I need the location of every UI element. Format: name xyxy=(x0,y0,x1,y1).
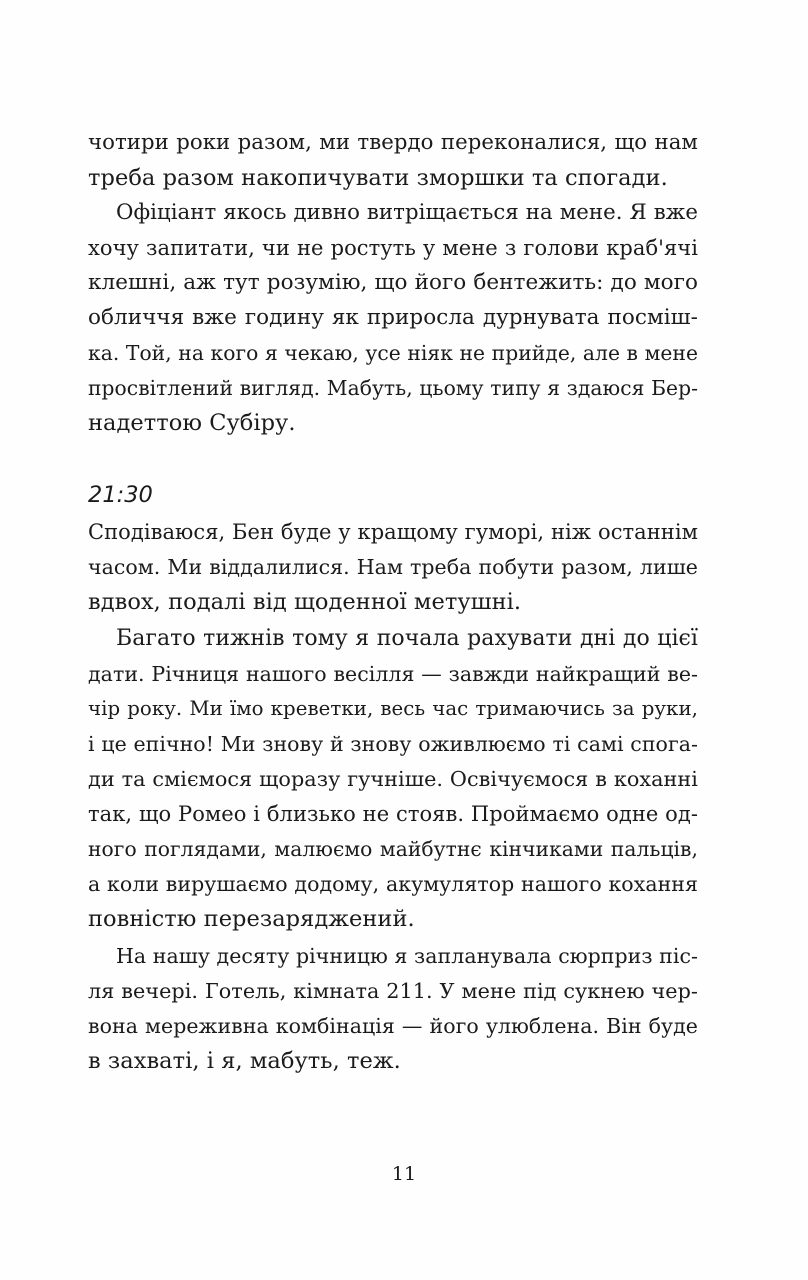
text-line: Багато тижнів тому я почала рахувати дні до цієї xyxy=(116,626,698,651)
text-line: в захваті, і я, мабуть, теж. xyxy=(88,1048,401,1074)
text-line: Офіціант якось дивно витріщається на мене. Я вже xyxy=(116,200,698,225)
text-line: часом. Ми віддалилися. Нам треба побути разом, лише xyxy=(88,555,698,579)
text-line: чір року. Ми їмо креветки, весь час тримаючись за руки, xyxy=(88,697,698,720)
text-line: а коли вирушаємо додому, акумулятор нашого кохання xyxy=(88,872,698,896)
text-line: обличчя вже годину як приросла дурнувата посміш- xyxy=(88,305,698,330)
text-line: і це епічно! Ми знову й знову оживлюємо ті самі спога- xyxy=(88,732,698,756)
text-line: просвітлений вигляд. Мабуть, цьому типу я здаюся Бер- xyxy=(88,376,698,400)
text-line: ля вечері. Готель, кімната 211. У мене під сукнею чер- xyxy=(88,979,698,1003)
text-line: ка. Той, на кого я чекаю, усе ніяк не прийде, але в мене xyxy=(88,341,698,365)
text-line: ди та сміємося щоразу гучніше. Освічуємося в коханні xyxy=(88,767,698,791)
text-line: чотири роки разом, ми твердо переконалися, що нам xyxy=(88,130,698,155)
text-line: так, що Ромео і близько не стояв. Проймаємо одне од- xyxy=(88,802,698,826)
text-line: дати. Річниця нашого весілля — завжди найкращий ве- xyxy=(88,662,698,686)
text-line: вона мереживна комбінація — його улюблена. Він буде xyxy=(88,1014,698,1038)
section-time-heading: 21:30 xyxy=(88,482,153,508)
text-line: На нашу десяту річницю я запланувала сюрприз піс- xyxy=(116,944,699,968)
text-line: ного поглядами, малюємо майбутнє кінчиками пальців, xyxy=(88,837,698,861)
text-line: Сподіваюся, Бен буде у кращому гуморі, ніж останнім xyxy=(88,520,698,544)
text-line: вдвох, подалі від щоденної метушні. xyxy=(88,589,522,615)
text-line: клешні, аж тут розумію, що його бентежить: до мого xyxy=(88,270,698,295)
page-number: 11 xyxy=(391,1163,417,1185)
text-line: надеттою Субіру. xyxy=(88,410,296,436)
text-line: хочу запитати, чи не ростуть у мене з голови краб'ячі xyxy=(88,236,698,260)
text-line: повністю перезаряджений. xyxy=(88,906,415,932)
text-line: треба разом накопичувати зморшки та спогади. xyxy=(88,165,668,191)
